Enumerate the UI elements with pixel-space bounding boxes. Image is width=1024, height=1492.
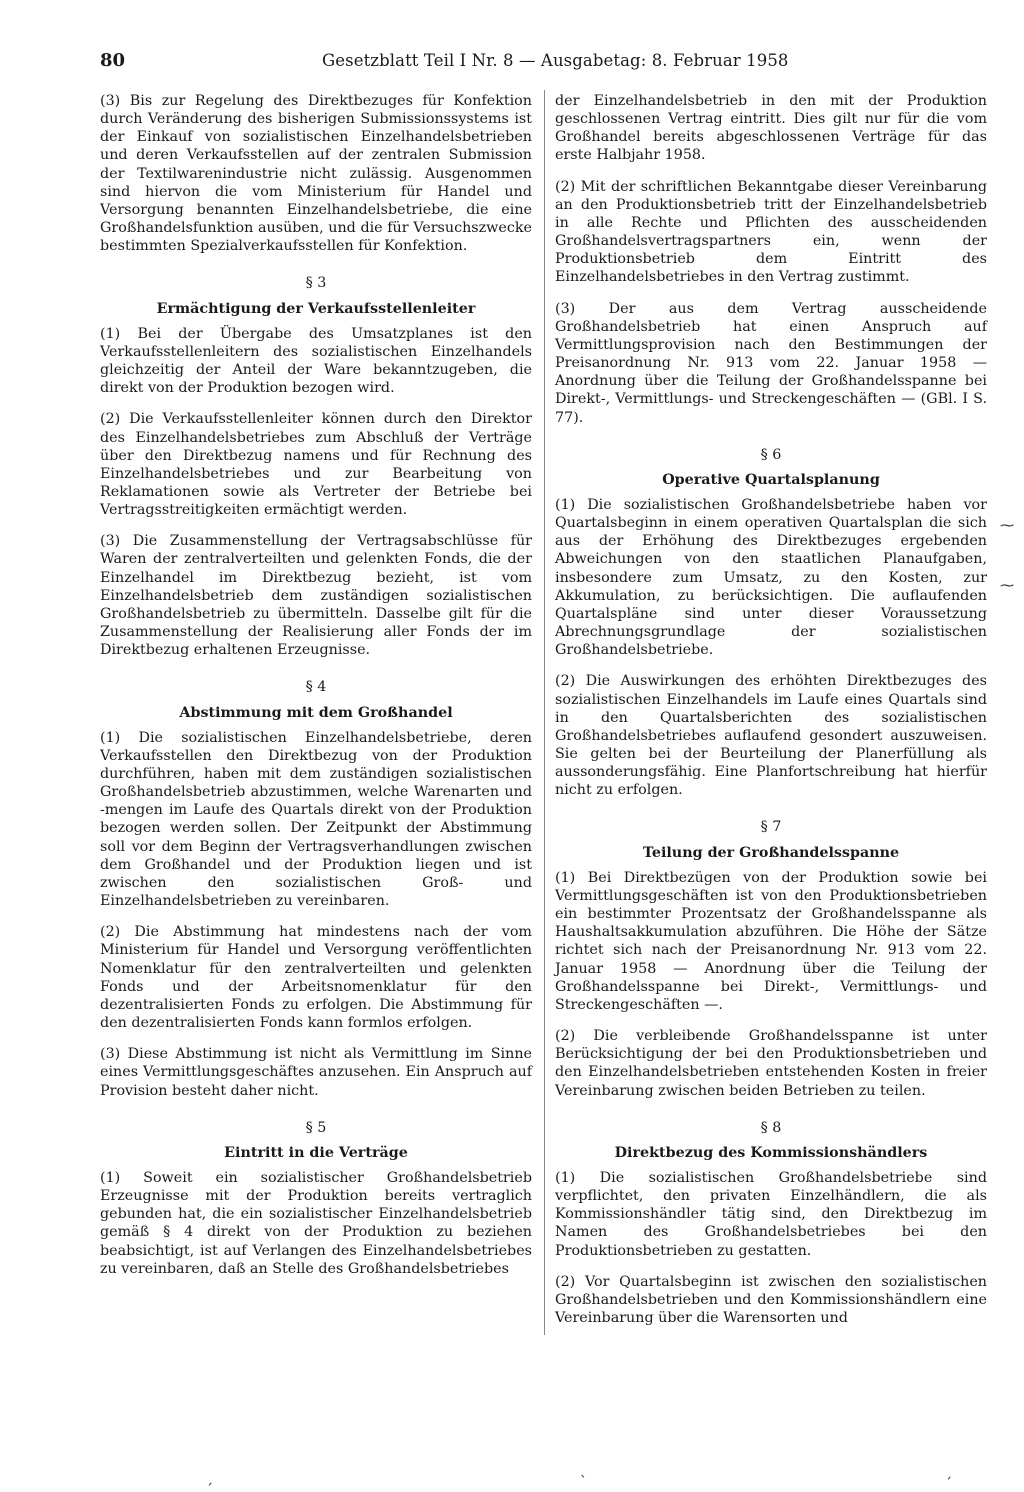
paragraph: (3) Die Zusammenstellung der Vertragsabschlüsse für Waren der zentralverteilten und gelenkten Fonds, die der Einzelhandel im Direktbezug bezieht, ist vom Einzelhandelsbetrieb dem zuständigen sozialistischen Großhandelsbetrieb zu übermitteln. Dasselbe gilt für die Zusammenstellung der Realisierung aller Fonds der im Direktbezug erhaltenen Erzeugnisse. [100,533,532,659]
page-header [100,50,984,80]
section-title: Ermächtigung der Verkaufsstellenleiter [156,300,476,317]
paragraph: (1) Die sozialistischen Großhandelsbetriebe haben vor Quartalsbeginn in einem operativen Quartalsplan die sich aus der Erhöhung des Direktbezuges ergebenden Abweichungen von den staatlichen Planaufgaben, insbesondere zum Umsatz, zu den Kosten, zur Akkumulation, zu berücksichtigen. Die auflaufenden Quartalspläne sind unter dieser Voraussetzung Abrechnungsgrundlage der sozialistischen Großhandelsbetriebe. [555,496,987,659]
section-title: Operative Quartalsplanung [662,471,880,488]
section-number: § 3 [305,275,327,292]
paragraph: (1) Die sozialistischen Einzelhandelsbetriebe, deren Verkaufsstellen den Direktbezug von der Produktion durchführen, haben mit dem zuständigen sozialistischen Großhandelsbetrieb abzustimmen, welche Warenarten und -mengen im Laufe des Quartals direkt von der Produktion bezogen werden sollen. Der Zeitpunkt der Abstimmung soll vor dem Beginn der Vertragsverhandlungen zwischen dem Großhandel und der Produktion liegen und ist zwischen den sozialistischen Groß- und Einzelhandelsbetrieben zu vereinbaren. [100,729,532,910]
paragraph: (1) Bei Direktbezügen von der Produktion sowie bei Vermittlungsgeschäften ist von den Produktionsbetrieben ein bestimmter Prozentsatz der Großhandelsspanne als Haushaltsakkumulation abzuführen. Die Höhe der Sätze richtet sich nach der Preisanordnung Nr. 913 vom 22. Januar 1958 — Anordnung über die Teilung der Großhandelsspanne bei Direkt-, Vermittlungs- und Streckengeschäften —. [555,869,987,1013]
scan-mark-icon: ˏ [206,1470,213,1486]
section-number: § 6 [760,446,782,463]
scan-mark-icon: ⁓ [1000,518,1014,534]
paragraph: (1) Bei der Übergabe des Umsatzplanes ist den Verkaufsstellenleitern des sozialistischen Einzelhandels gleichzeitig der Anteil der Ware bekanntzugeben, die direkt von der Produktion bezogen wird. [100,325,532,397]
section-number: § 4 [305,679,327,696]
section-title: Teilung der Großhandelsspanne [642,844,900,861]
paragraph: (3) Bis zur Regelung des Direktbezuges für Konfektion durch Veränderung des bisherigen Submissionssystems ist der Einkauf von sozialistischen Einzelhandelsbetrieben und deren Verkaufsstellen auf der zentralen Submission der Textilwarenindustrie nicht zulässig. Ausgenommen sind hiervon die vom Ministerium für Handel und Versorgung benannten Einzelhandelsbetriebe, die eine Großhandelsfunktion ausüben, und die für Versuchszwecke bestimmten Spezialverkaufsstellen für Konfektion. [100,93,532,255]
paragraph: (2) Mit der schriftlichen Bekanntgabe dieser Vereinbarung an den Produktionsbetrieb tritt der Einzelhandelsbetrieb in alle Rechte und Pflichten des ausscheidenden Großhandelsvertragspartners ein, wenn der Produktionsbetrieb dem Eintritt des Einzelhandelsbetriebes in den Vertrag zustimmt. [555,178,987,286]
paragraph: (2) Die verbleibende Großhandelsspanne ist unter Berücksichtigung der bei den Produktionsbetrieben und den Einzelhandelsbetrieben entstehenden Kosten in freier Vereinbarung zwischen beiden Betrieben zu teilen. [555,1028,987,1099]
section-number: § 8 [760,1119,782,1136]
paragraph: (2) Die Abstimmung hat mindestens nach der vom Ministerium für Handel und Versorgung veröffentlichten Nomenklatur für den zentralverteilten und gelenkten Fonds und der Arbeitsnomenklatur für den dezentralisierten Fonds zu erfolgen. Die Abstimmung für den dezentralisierten Fonds kann formlos erfolgen. [100,924,532,1032]
scan-mark-icon: ⁓ [1000,578,1014,594]
section-title: Direktbezug des Kommissionshändlers [614,1144,928,1161]
section-title: Abstimmung mit dem Großhandel [179,704,453,721]
paragraph: (3) Der aus dem Vertrag ausscheidende Großhandelsbetrieb hat einen Anspruch auf Vermittlungsprovision nach den Bestimmungen der Preisanordnung Nr. 913 vom 22. Januar 1958 — Anordnung über die Teilung der Großhandelsspanne bei Direkt-, Vermittlungs- und Streckengeschäften — (GBl. I S. 77). [555,300,987,426]
section-number: § 5 [305,1119,327,1136]
section-number: § 7 [760,819,782,836]
paragraph: (1) Soweit ein sozialistischer Großhandelsbetrieb Erzeugnisse mit der Produktion bereits vertraglich gebunden hat, die ein sozialistischer Einzelhandelsbetrieb gemäß § 4 direkt von der Produktion zu beziehen beabsichtigt, ist auf Verlangen des Einzelhandelsbetriebes zu vereinbaren, daß an Stelle des Großhandelsbetriebes [100,1169,532,1277]
scan-mark-icon: ˎ [580,1462,587,1478]
section-title: Eintritt in die Verträge [224,1144,408,1161]
paragraph: der Einzelhandelsbetrieb in den mit der Produktion geschlossenen Vertrag eintritt. Dies gilt nur für die vom Großhandel bereits abgeschlossenen Verträge für das erste Halbjahr 1958. [555,93,987,164]
right-column [555,92,987,1340]
paragraph: (2) Vor Quartalsbeginn ist zwischen den sozialistischen Großhandelsbetrieben und den Kommissionshändlern eine Vereinbarung über die Warensorten und [555,1273,987,1327]
page-number: 80 [100,50,126,71]
header-title: Gesetzblatt Teil I Nr. 8 — Ausgabetag: 8. Februar 1958 [322,51,789,70]
paragraph: (1) Die sozialistischen Großhandelsbetriebe sind verpflichtet, den privaten Einzelhändlern, die als Kommissionshändler tätig sind, den Direktbezug im Namen des Großhandelsbetriebes bei den Produktionsbetrieben zu gestatten. [555,1169,987,1259]
scan-mark-icon: ˏ [945,1464,952,1480]
paragraph: (2) Die Verkaufsstellenleiter können durch den Direktor des Einzelhandelsbetriebes zum Abschluß der Verträge über den Direktbezug namens und für Rechnung des Einzelhandelsbetriebes und zur Bearbeitung von Reklamationen sowie als Vertreter der Betriebe bei Vertragsstreitigkeiten ermächtigt werden. [100,411,532,519]
paragraph: (2) Die Auswirkungen des erhöhten Direktbezuges des sozialistischen Einzelhandels im Laufe eines Quartals sind in den Quartalsberichten des sozialistischen Großhandelsbetriebes auflaufend gesondert auszuweisen. Sie gelten bei der Beurteilung der Planerfüllung als aussonderungsfähig. Eine Planfortschreibung hat hierfür nicht zu erfolgen. [555,673,987,799]
column-divider [544,90,545,1335]
left-column [100,92,532,1291]
paragraph: (3) Diese Abstimmung ist nicht als Vermittlung im Sinne eines Vermittlungsgeschäftes anzusehen. Ein Anspruch auf Provision besteht daher nicht. [100,1046,532,1099]
